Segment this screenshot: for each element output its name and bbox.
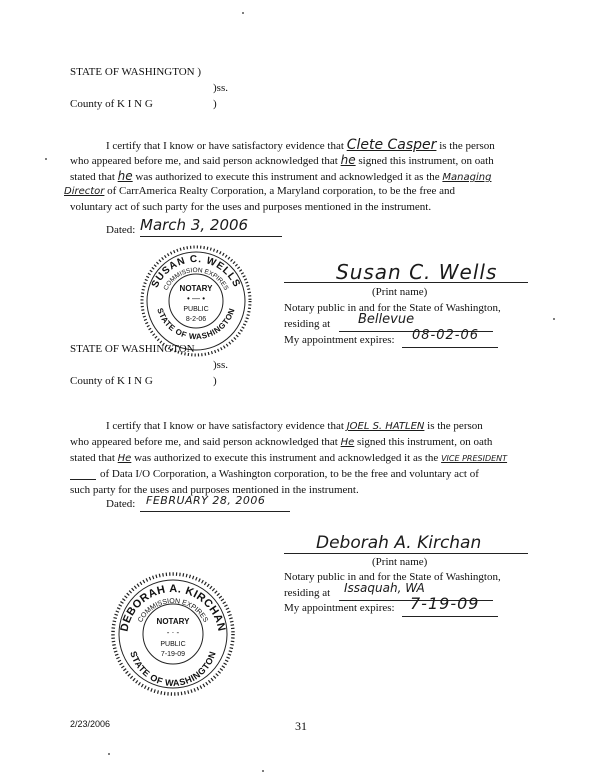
cert-line-3a-2: stated that	[70, 452, 115, 464]
seal-1-notary: NOTARY	[179, 284, 213, 293]
seal-2-notary: NOTARY	[156, 617, 190, 626]
cert-line-3b-1: was authorized to execute this instrument and acknowledged it as the	[135, 171, 440, 183]
residing-label-2: residing at	[284, 587, 331, 599]
cert-line-1d	[64, 185, 455, 197]
handwritten-pronoun-2b: He	[117, 453, 132, 464]
cert-line-2a-2: who appeared before me, and said person acknowledged that	[70, 436, 338, 448]
cert-line-3b-2: was authorized to execute this instrument and acknowledged it as the	[134, 452, 439, 464]
county-line-2: County of K I N G	[70, 375, 153, 387]
dated-rule-2	[140, 511, 290, 512]
seal-2-state: STATE OF WASHINGTON	[128, 649, 218, 689]
scan-speck	[262, 770, 264, 772]
cert-line-1a	[106, 137, 495, 153]
handwritten-residence-1: Bellevue	[358, 312, 415, 327]
seal-2-date: 7-19-09	[160, 651, 186, 658]
county-paren-2: )	[213, 375, 217, 387]
handwritten-residence-2: Issaquah, WA	[344, 581, 425, 595]
dated-label-2: Dated:	[106, 498, 136, 510]
scan-speck	[553, 318, 555, 320]
cert-line-2a-1: who appeared before me, and said person acknowledged that	[70, 155, 338, 167]
handwritten-title-1a: Managing	[442, 172, 492, 183]
residing-label-1: residing at	[284, 318, 331, 330]
seal-1-public: PUBLIC	[183, 306, 209, 313]
ss-mark-2: )ss.	[213, 359, 228, 371]
county-paren-1: )	[213, 98, 217, 110]
handwritten-person-name-2: JOEL S. HATLEN	[346, 421, 425, 432]
handwritten-expiry-2: 7-19-09	[410, 594, 480, 613]
handwritten-title-1b: Director	[64, 186, 105, 197]
cert-intro-2: I certify that I know or have satisfactory evidence that	[106, 420, 344, 432]
scan-speck	[108, 753, 110, 755]
cert-line-2b-1: signed this instrument, on oath	[358, 155, 494, 167]
footer-date: 2/23/2006	[70, 719, 111, 729]
seal-2-name: DEBORAH A. KIRCHAN	[118, 582, 228, 633]
cert-line-1c	[70, 169, 491, 183]
scan-speck	[242, 12, 244, 14]
appointment-rule-1	[402, 347, 498, 348]
county-line-1: County of K I N G	[70, 98, 153, 110]
cert-line-1b	[70, 153, 494, 167]
notary-signature-1: Susan C. Wells	[336, 260, 498, 284]
notary-signature-2: Deborah A. Kirchan	[316, 533, 482, 553]
ss-mark-1: )ss.	[213, 82, 228, 94]
handwritten-date-1: March 3, 2006	[140, 216, 249, 234]
state-heading-1: STATE OF WASHINGTON )	[70, 66, 202, 78]
signature-rule-2	[284, 553, 528, 554]
cert-line-4-1: of CarrAmerica Realty Corporation, a Maryland corporation, to be the free and	[107, 185, 456, 197]
cert-line-2a	[106, 420, 483, 432]
seal-1-name: SUSAN C. WELLS	[149, 253, 243, 290]
notary-seal-2	[105, 566, 241, 702]
print-name-label-2: (Print name)	[372, 556, 428, 568]
appointment-label-1: My appointment expires:	[284, 334, 395, 346]
cert-line-2c	[70, 452, 507, 464]
notary-public-line-2: Notary public in and for the State of Washington,	[284, 571, 501, 583]
seal-2-stars: - · -	[166, 628, 180, 637]
appointment-rule-2	[402, 616, 498, 617]
handwritten-title-2: VICE PRESIDENT	[441, 454, 508, 463]
handwritten-pronoun-1b: he	[117, 169, 133, 183]
dated-rule-1	[140, 236, 282, 237]
seal-1-state: STATE OF WASHINGTON	[155, 306, 237, 342]
cert-line-2d: of Data I/O Corporation, a Washington corporation, to be the free and voluntary act of	[100, 468, 479, 480]
seal-1-commission: COMMISSION EXPIRES	[162, 266, 230, 292]
handwritten-date-2: FEBRUARY 28, 2006	[146, 494, 266, 507]
signature-rule-1	[284, 282, 528, 283]
cert-line-2b-2: signed this instrument, on oath	[357, 436, 493, 448]
handwritten-person-name-1: Clete Casper	[346, 137, 437, 153]
cert-rest-1: is the person	[439, 140, 495, 152]
seal-1-date: 8-2-06	[185, 316, 207, 323]
cert-line-3a-1: stated that	[70, 171, 115, 183]
cert-line-1e: voluntary act of such party for the uses and purposes mentioned in the instrument.	[70, 201, 432, 213]
dated-label-1: Dated:	[106, 224, 136, 236]
print-name-label-1: (Print name)	[372, 286, 428, 298]
cert-line-2b	[70, 436, 492, 448]
title-blank-rule-2	[70, 479, 96, 480]
seal-2-commission: COMMISSION EXPIRES	[137, 597, 209, 624]
state-heading-2: STATE OF WASHINGTON	[70, 343, 195, 355]
cert-rest-2: is the person	[427, 420, 483, 432]
handwritten-pronoun-1a: he	[340, 153, 356, 167]
handwritten-expiry-1: 08-02-06	[412, 328, 480, 343]
scan-speck	[45, 158, 47, 160]
page-number: 31	[295, 719, 307, 733]
seal-1-stars: • — •	[186, 294, 206, 303]
notary-public-line-1: Notary public in and for the State of Washington,	[284, 302, 501, 314]
seal-2-public: PUBLIC	[160, 641, 186, 648]
cert-line-2e: such party for the uses and purposes mentioned in the instrument.	[70, 484, 359, 496]
handwritten-pronoun-2a: He	[340, 437, 355, 448]
cert-intro-1: I certify that I know or have satisfactory evidence that	[106, 140, 344, 152]
appointment-label-2: My appointment expires:	[284, 602, 395, 614]
